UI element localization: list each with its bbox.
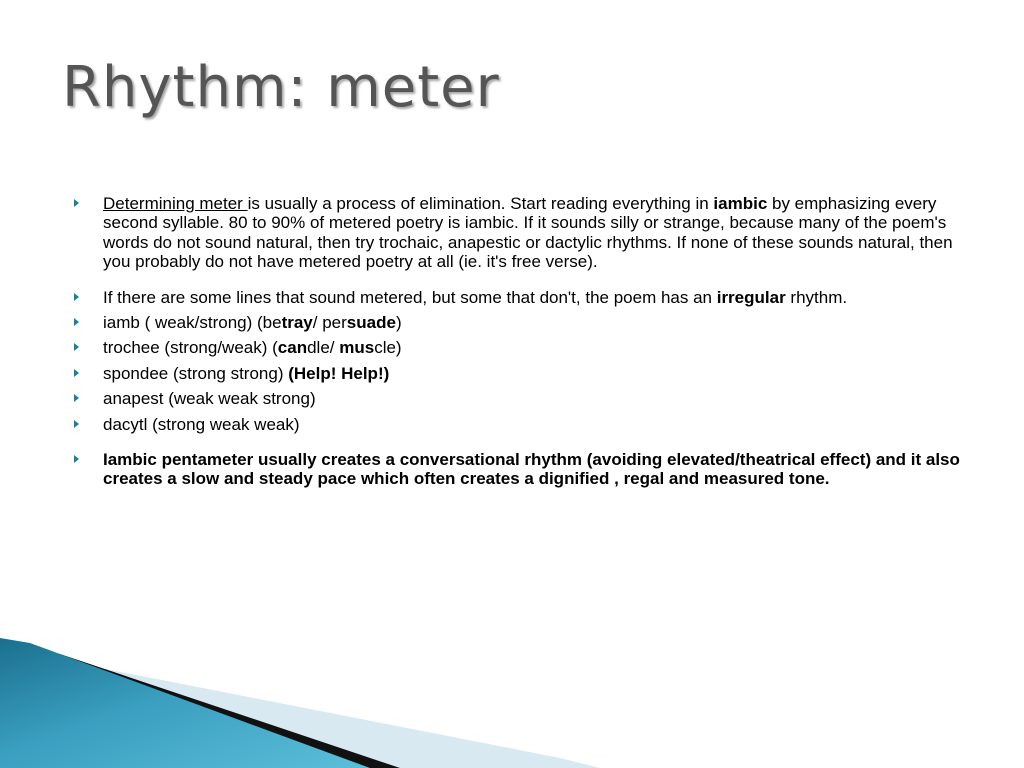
bullet-iambic-pentameter	[70, 450, 960, 489]
underlined-lead: Determining meter	[103, 194, 248, 213]
bullet-arrow-icon	[74, 420, 79, 428]
stressed-syllable: tray	[281, 313, 313, 333]
slide-title: Rhythm: meter	[62, 55, 500, 120]
bullet-text: )	[395, 313, 402, 333]
bullet-arrow-icon	[74, 394, 79, 402]
bullet-text: dle/	[307, 338, 340, 358]
bullet-text: rhythm.	[785, 287, 848, 307]
bullet-text: anapest (weak weak strong)	[103, 389, 316, 409]
bullet-text: / per	[312, 313, 347, 333]
wave-blue-band	[0, 638, 370, 768]
bullet-arrow-icon	[74, 369, 79, 377]
bullet-arrow-icon	[74, 318, 79, 326]
bullet-arrow-icon	[74, 199, 79, 207]
bullet-text: is usually a process of elimination. Start reading everything in	[247, 194, 714, 213]
bullet-text: cle)	[374, 338, 402, 358]
bullet-determining-meter	[70, 194, 960, 272]
bullet-text: iamb ( weak/strong) (be	[103, 313, 282, 333]
bullet-trochee	[70, 338, 960, 357]
bullet-irregular	[70, 288, 960, 307]
bullet-text: spondee (strong strong)	[103, 363, 289, 383]
bullet-arrow-icon	[74, 455, 79, 463]
bold-term: irregular	[716, 287, 786, 307]
bullet-text: trochee (strong/weak) (	[103, 338, 278, 358]
bullet-arrow-icon	[74, 343, 79, 351]
bullet-dactyl	[70, 415, 960, 434]
bold-statement: Iambic pentameter usually creates a conversational rhythm (avoiding elevated/theatrical effect) and it also creates a slow and steady pace which often creates a dignified , regal and measured tone.	[103, 450, 960, 489]
bullet-arrow-icon	[74, 293, 79, 301]
bullet-spondee	[70, 364, 960, 383]
stressed-syllable: suade	[346, 313, 396, 333]
bullet-list	[70, 194, 960, 489]
bullet-text: dacytl (strong weak weak)	[103, 414, 300, 434]
bullet-anapest	[70, 389, 960, 408]
wave-decoration	[0, 638, 1024, 768]
stressed-syllable: mus	[339, 338, 375, 358]
bold-term: iambic	[713, 194, 768, 213]
bullet-iamb	[70, 313, 960, 332]
bullet-text: by emphasizing every second syllable. 80 to 90% of metered poetry is iambic. If it sounds silly or strange, because many of the poem's words do not sound natural, then try trochaic, anapestic or dactylic rhythms. If none of these sounds natural, then you probably do not have metered poetry at all (ie. it's free verse).	[103, 194, 953, 272]
stressed-syllable: can	[277, 338, 308, 358]
bullet-text: If there are some lines that sound metered, but some that don't, the poem has an	[103, 287, 717, 307]
bold-example: (Help! Help!)	[288, 363, 390, 383]
